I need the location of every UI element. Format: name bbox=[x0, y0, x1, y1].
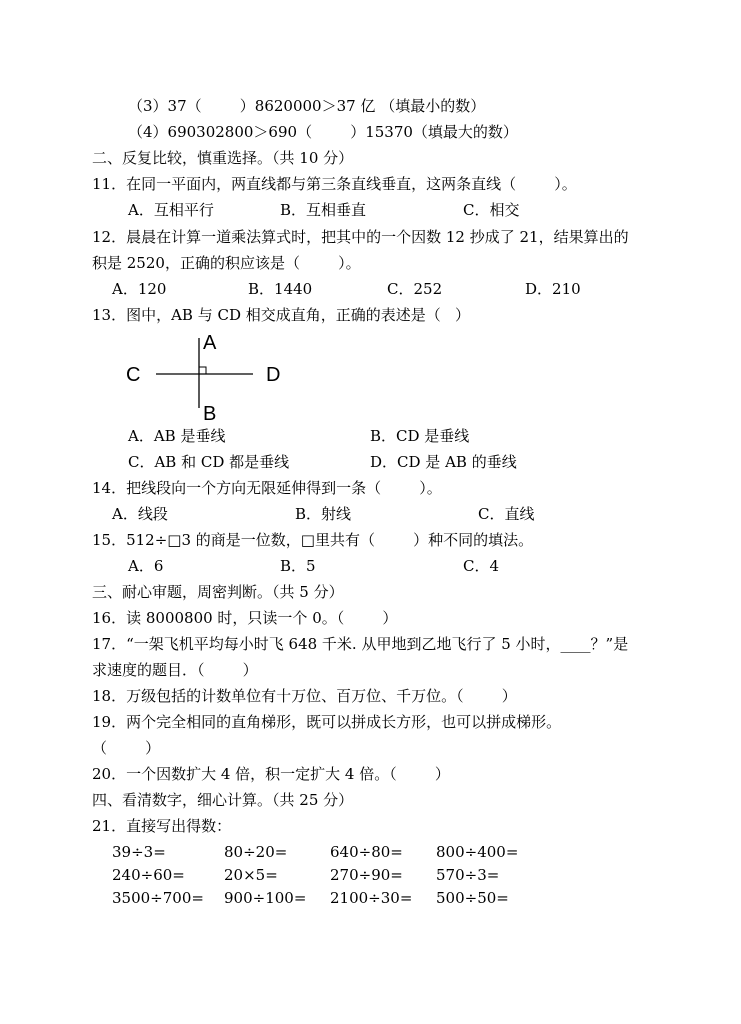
question-13: 13．图中，AB 与 CD 相交成直角，正确的表述是（ ） bbox=[92, 306, 471, 324]
calc-0-3: 800÷400= bbox=[436, 843, 519, 861]
question-11: 11．在同一平面内，两直线都与第三条直线垂直，这两条直线（ ）。 bbox=[92, 175, 577, 193]
q14-option-a: A．线段 bbox=[112, 505, 168, 523]
question-17-line-2: 求速度的题目．（ ） bbox=[92, 661, 258, 679]
q13-option-d: D．CD 是 AB 的垂线 bbox=[370, 453, 517, 471]
calc-2-1: 900÷100= bbox=[224, 889, 307, 907]
q14-option-b: B．射线 bbox=[295, 505, 352, 523]
question-20: 20．一个因数扩大 4 倍，积一定扩大 4 倍。（ ） bbox=[92, 765, 450, 783]
section-2-title: 二、反复比较，慎重选择。（共 10 分） bbox=[92, 149, 354, 167]
q11-option-a: A．互相平行 bbox=[128, 201, 214, 219]
question-16: 16．读 8000800 时，只读一个 0。（ ） bbox=[92, 609, 398, 627]
fill-item-3: （3）37（ ）8620000＞37 亿 （填最小的数） bbox=[128, 97, 486, 115]
calc-0-2: 640÷80= bbox=[330, 843, 403, 861]
label-a: A bbox=[203, 332, 217, 354]
q14-option-c: C．直线 bbox=[478, 505, 535, 523]
calc-2-2: 2100÷30= bbox=[330, 889, 413, 907]
q13-option-b: B．CD 是垂线 bbox=[370, 427, 470, 445]
perpendicular-lines-figure bbox=[120, 330, 300, 422]
calc-0-0: 39÷3= bbox=[112, 843, 166, 861]
question-12-line-1: 12．晨晨在计算一道乘法算式时，把其中的一个因数 12 抄成了 21，结果算出的 bbox=[92, 228, 629, 246]
calc-2-3: 500÷50= bbox=[436, 889, 509, 907]
q13-option-a: A．AB 是垂线 bbox=[128, 427, 226, 445]
q12-option-b: B．1440 bbox=[248, 280, 313, 298]
question-19-line-1: 19．两个完全相同的直角梯形，既可以拼成长方形，也可以拼成梯形。 bbox=[92, 713, 562, 731]
calc-1-0: 240÷60= bbox=[112, 866, 185, 884]
question-19-line-2: （ ） bbox=[92, 739, 161, 757]
label-c: C bbox=[126, 364, 141, 386]
question-21: 21．直接写出得数： bbox=[92, 817, 232, 835]
calc-1-3: 570÷3= bbox=[436, 866, 500, 884]
q11-option-b: B．互相垂直 bbox=[280, 201, 367, 219]
q15-option-b: B．5 bbox=[280, 557, 316, 575]
question-18: 18．万级包括的计数单位有十万位、百万位、千万位。（ ） bbox=[92, 687, 517, 705]
question-17-line-1: 17．“一架飞机平均每小时飞 648 千米. 从甲地到乙地飞行了 5 小时，____？”是 bbox=[92, 635, 629, 653]
q15-option-a: A．6 bbox=[128, 557, 164, 575]
calc-1-2: 270÷90= bbox=[330, 866, 403, 884]
q11-option-c: C．相交 bbox=[463, 201, 520, 219]
section-3-title: 三、耐心审题，周密判断。（共 5 分） bbox=[92, 583, 344, 601]
q12-option-d: D．210 bbox=[525, 280, 581, 298]
calc-2-0: 3500÷700= bbox=[112, 889, 204, 907]
label-b: B bbox=[203, 403, 217, 422]
question-15: 15．512÷□3 的商是一位数，□里共有（ ）种不同的填法。 bbox=[92, 531, 534, 549]
right-angle-mark bbox=[199, 367, 206, 374]
section-4-title: 四、看清数字，细心计算。（共 25 分） bbox=[92, 791, 354, 809]
fill-item-4: （4）690302800＞690（ ）15370（填最大的数） bbox=[128, 123, 518, 141]
q13-option-c: C．AB 和 CD 都是垂线 bbox=[128, 453, 290, 471]
q12-option-c: C．252 bbox=[387, 280, 443, 298]
label-d: D bbox=[266, 364, 281, 386]
calc-1-1: 20×5= bbox=[224, 866, 278, 884]
question-14: 14．把线段向一个方向无限延伸得到一条（ ）。 bbox=[92, 479, 442, 497]
calc-0-1: 80÷20= bbox=[224, 843, 288, 861]
q15-option-c: C．4 bbox=[463, 557, 500, 575]
question-12-line-2: 积是 2520，正确的积应该是（ ）。 bbox=[92, 254, 361, 272]
q12-option-a: A．120 bbox=[112, 280, 167, 298]
